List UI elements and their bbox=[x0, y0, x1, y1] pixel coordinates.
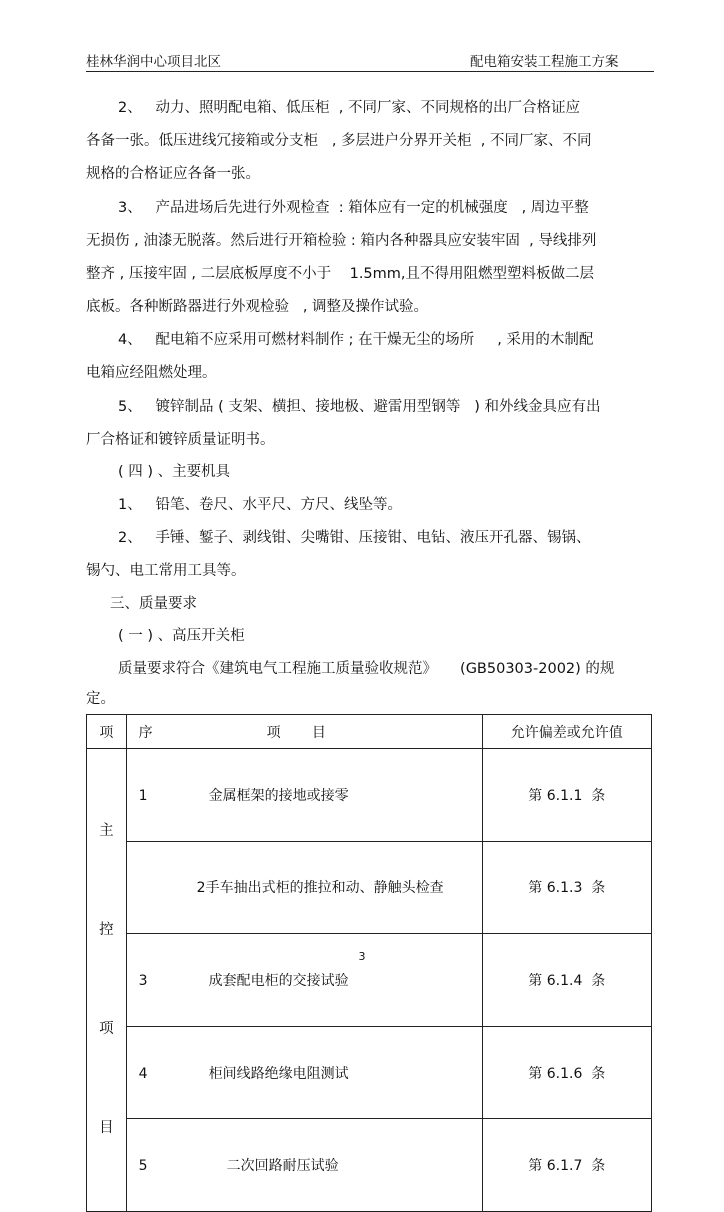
row-ref: 第 6.1.3 条 bbox=[482, 841, 651, 934]
body-line: 质量要求符合《建筑电气工程施工质量验收规范》 (GB50303-2002) 的规 bbox=[118, 661, 615, 677]
row-item: 金属框架的接地或接零 bbox=[208, 787, 349, 804]
header-project-name: 桂林华润中心项目北区 bbox=[86, 54, 221, 70]
body-line: 2、 手锤、錾子、剥线钳、尖嘴钳、压接钳、电钻、液压开孔器、锡锅、 bbox=[118, 530, 591, 546]
row-seq: 2 bbox=[196, 880, 206, 897]
section-heading: ( 四 ) 、主要机具 bbox=[118, 464, 231, 480]
table-row bbox=[87, 1026, 652, 1119]
header-document-title: 配电箱安装工程施工方案 bbox=[470, 54, 619, 70]
row-seq: 3 bbox=[138, 972, 148, 989]
row-ref: 第 6.1.1 条 bbox=[482, 749, 651, 842]
row-item-cell bbox=[126, 1026, 482, 1119]
body-line: 定。 bbox=[86, 691, 115, 707]
row-seq: 4 bbox=[138, 1065, 148, 1082]
quality-requirements-table bbox=[86, 714, 652, 1212]
header-item: 项 目 bbox=[266, 724, 326, 741]
body-line: 锡勺、电工常用工具等。 bbox=[86, 563, 246, 579]
body-line: 厂合格证和镀锌质量证明书。 bbox=[86, 432, 275, 448]
row-item: 柜间线路绝缘电阻测试 bbox=[208, 1065, 349, 1082]
group-label-char: 控 bbox=[99, 922, 114, 938]
section-heading: 三、质量要求 bbox=[110, 596, 197, 612]
group-label-char: 项 bbox=[99, 1021, 114, 1037]
group-label-char: 主 bbox=[99, 823, 114, 839]
header-cell-item: 项 bbox=[87, 715, 127, 749]
header-cell-seq-item bbox=[126, 715, 482, 749]
row-seq: 5 bbox=[138, 1158, 148, 1175]
row-ref: 第 6.1.4 条 bbox=[482, 934, 651, 1027]
table-row bbox=[87, 1119, 652, 1212]
group-label-char: 目 bbox=[99, 1120, 114, 1136]
header-cell-tolerance: 允许偏差或允许值 bbox=[482, 715, 651, 749]
body-line: 电箱应经阻燃处理。 bbox=[86, 365, 217, 381]
body-line: 各备一张。低压进线冗接箱或分支柜 , 多层进户分界开关柜 , 不同厂家、不同 bbox=[86, 133, 592, 149]
row-seq: 1 bbox=[138, 787, 148, 804]
row-item-cell bbox=[126, 749, 482, 842]
body-line: 1、 铅笔、卷尺、水平尺、方尺、线坠等。 bbox=[118, 497, 403, 513]
section-heading: ( 一 ) 、高压开关柜 bbox=[118, 628, 245, 644]
body-line: 5、 镀锌制品 ( 支架、横担、接地极、避雷用型钢等 ) 和外线金具应有出 bbox=[118, 399, 601, 415]
row-ref: 第 6.1.6 条 bbox=[482, 1026, 651, 1119]
row-ref: 第 6.1.7 条 bbox=[482, 1119, 651, 1212]
table-row bbox=[87, 934, 652, 1027]
row-item-cell bbox=[126, 841, 482, 934]
table-row bbox=[87, 749, 652, 842]
body-line: 规格的合格证应各备一张。 bbox=[86, 166, 260, 182]
row-item: 二次回路耐压试验 bbox=[226, 1158, 339, 1175]
header-seq: 序 bbox=[138, 724, 153, 741]
group-label-main-control-items bbox=[87, 749, 127, 1212]
body-line: 无损伤 , 油漆无脱落。然后进行开箱检验 : 箱内各种器具应安装牢固 , 导线排列 bbox=[86, 233, 597, 249]
row-item-cell bbox=[126, 1119, 482, 1212]
body-line: 底板。各种断路器进行外观检验 , 调整及操作试验。 bbox=[86, 299, 429, 315]
row-item: 成套配电柜的交接试验 bbox=[208, 972, 349, 989]
table-header-row bbox=[87, 715, 652, 749]
body-line: 整齐 , 压接牢固 , 二层底板厚度不小于 1.5mm,且不得用阻燃型塑料板做二层 bbox=[86, 266, 595, 282]
row-item: 手车抽出式柜的推拉和动、静触头检查 bbox=[205, 880, 444, 897]
body-line: 3、 产品进场后先进行外观检查 : 箱体应有一定的机械强度 , 周边平整 bbox=[118, 200, 589, 216]
table-row bbox=[87, 841, 652, 934]
row-item-cell bbox=[126, 934, 482, 1027]
header-rule bbox=[86, 71, 654, 72]
page-number: 3 bbox=[358, 950, 366, 963]
body-line: 4、 配电箱不应采用可燃材料制作 ; 在干燥无尘的场所 , 采用的木制配 bbox=[118, 332, 594, 348]
body-line: 2、 动力、照明配电箱、低压柜 , 不同厂家、不同规格的出厂合格证应 bbox=[118, 100, 580, 116]
